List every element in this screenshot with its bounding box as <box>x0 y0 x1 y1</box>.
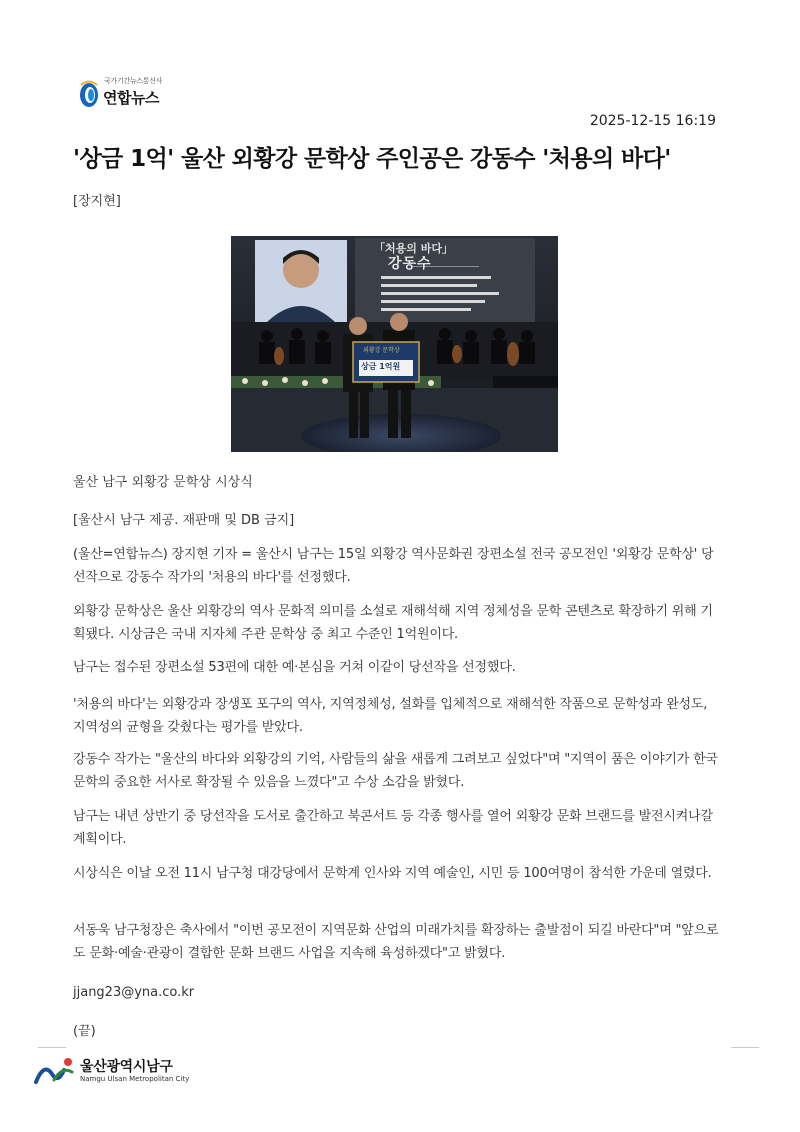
paragraph-1: (울산=연합뉴스) 장지현 기자 = 울산시 남구는 15일 외황강 역사문화권 장편소설 전국 공모전인 '외황강 문학상' 당선작으로 강동수 작가의 '처용의 바다'를 선정했다. <box>73 547 714 585</box>
photo-caption: 울산 남구 외황강 문학상 시상식 <box>73 475 253 490</box>
footer-divider-left <box>38 1047 66 1048</box>
namgu-emblem-icon <box>34 1056 76 1086</box>
photo-board-amount: 상금 1억원 <box>361 362 401 371</box>
namgu-logo <box>34 1056 189 1086</box>
reporter-email: jjang23@yna.co.kr <box>73 985 195 1000</box>
paragraph-5: 강동수 작가는 "울산의 바다와 외황강의 기억, 사람들의 삶을 새롭게 그려보고 싶었다"며 "지역이 품은 이야기가 한국문학의 중요한 서사로 확장될 수 있음을 느꼈다"고 수상 소감을 밝혔다. <box>73 752 718 790</box>
yonhap-emblem-icon <box>78 79 100 109</box>
photo-board-top: 외황강 문학상 <box>363 347 400 354</box>
paragraph-8: 서동욱 남구청장은 축사에서 "이번 공모전이 지역문화 산업의 미래가치를 확장하는 출발점이 되길 바란다"며 "앞으로도 문화·예술·관광이 결합한 문화 브랜드 사업을 지속해 육성하겠다"고 밝혔다. <box>73 923 719 961</box>
photo-screen-title: 「처용의 바다」 <box>374 242 453 255</box>
photo-credit: [울산시 남구 제공. 재판매 및 DB 금지] <box>73 513 295 528</box>
paragraph-7: 시상식은 이날 오전 11시 남구청 대강당에서 문학계 인사와 지역 예술인, 시민 등 100여명이 참석한 가운데 열렸다. <box>73 866 712 881</box>
paragraph-3: 남구는 접수된 장편소설 53편에 대한 예·본심을 거쳐 이같이 당선작을 선정했다. <box>73 660 516 675</box>
paragraph-4: '처용의 바다'는 외황강과 장생포 포구의 역사, 지역정체성, 설화를 입체적으로 재해석한 작품으로 문학성과 완성도, 지역성의 균형을 갖췄다는 평가를 받았다. <box>73 697 708 735</box>
logo-small-text: 국가기간뉴스통신사 <box>104 77 163 85</box>
byline: [장지현] <box>73 194 121 209</box>
article-title: '상금 1억' 울산 외황강 문학상 주인공은 강동수 '처용의 바다' <box>73 146 671 172</box>
article-end: (끝) <box>73 1024 96 1039</box>
logo-name: 연합뉴스 <box>103 88 159 107</box>
namgu-logo-en: Namgu Ulsan Metropolitan City <box>80 1074 190 1083</box>
publish-datetime: 2025-12-15 16:19 <box>589 113 716 129</box>
photo-screen-author: 강동수 <box>388 256 432 272</box>
namgu-logo-ko: 울산광역시남구 <box>80 1058 173 1075</box>
footer-divider-right <box>731 1047 759 1048</box>
paragraph-2: 외황강 문학상은 울산 외황강의 역사 문화적 의미를 소설로 재해석해 지역 정체성을 문학 콘텐츠로 확장하기 위해 기획됐다. 시상금은 국내 지자체 주관 문학상 중 최고 수준인 1억원이다. <box>73 604 713 642</box>
paragraph-6: 남구는 내년 상반기 중 당선작을 도서로 출간하고 북콘서트 등 각종 행사를 열어 외황강 문화 브랜드를 발전시켜나갈 계획이다. <box>73 809 713 847</box>
yonhap-logo <box>78 77 163 110</box>
